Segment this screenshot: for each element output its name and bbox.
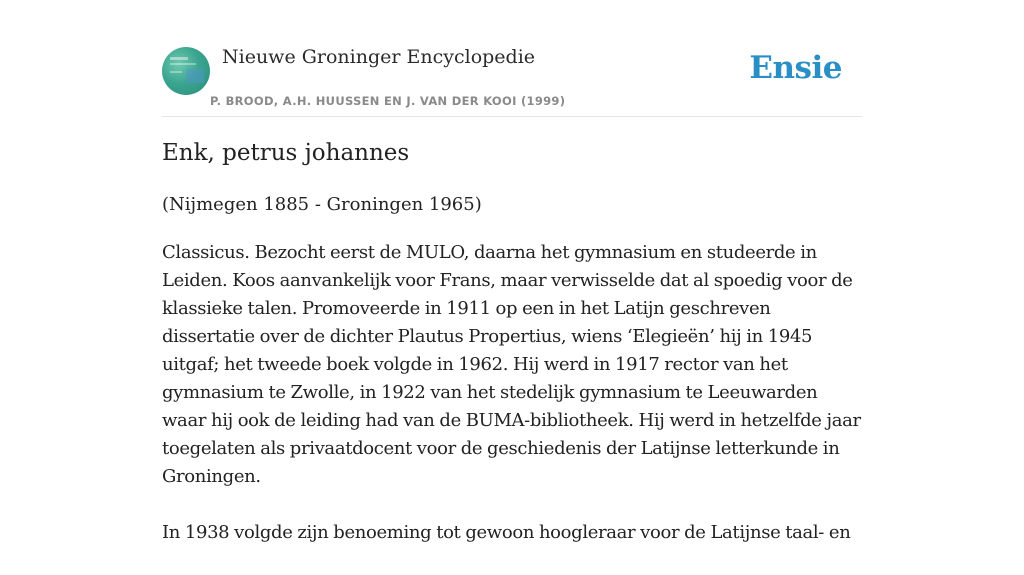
entry-title: Enk, petrus johannes [162,140,410,166]
ensie-logo[interactable]: Ensie [749,50,842,86]
entry-subtitle: (Nijmegen 1885 - Groningen 1965) [162,194,482,215]
book-cover-icon[interactable] [162,47,210,95]
book-authors: P. BROOD, A.H. HUUSSEN EN J. VAN DER KOOI (1999) [210,94,566,108]
entry-paragraph: In 1938 volgde zijn benoeming tot gewoon hoogleraar voor de Latijnse taal- en [162,522,851,543]
header [162,0,862,117]
book-title[interactable]: Nieuwe Groninger Encyclopedie [222,46,536,68]
page-container [162,0,862,543]
entry-body [162,239,862,575]
entry-paragraph: Classicus. Bezocht eerst de MULO, daarna het gymnasium en studeerde in Leiden. Koos aanvankelijk voor Frans, maar verwisselde dat al spoedig voor de klassieke talen. Promoveerde in 1911 op een in het Latijn geschreven dissertatie over de dichter Plautus Propertius, wiens ‘Elegieën’ hij in 1945 uitgaf; het tweede boek volgde in 1962. Hij werd in 1917 rector van het gymnasium te Zwolle, in 1922 van het stedelijk gymnasium te Leeuwarden waar hij ook de leiding had van de BUMA-bibliotheek. Hij werd in hetzelfde jaar toegelaten als privaatdocent voor de geschiedenis der Latijnse letterkunde in Groningen. [162,242,861,487]
